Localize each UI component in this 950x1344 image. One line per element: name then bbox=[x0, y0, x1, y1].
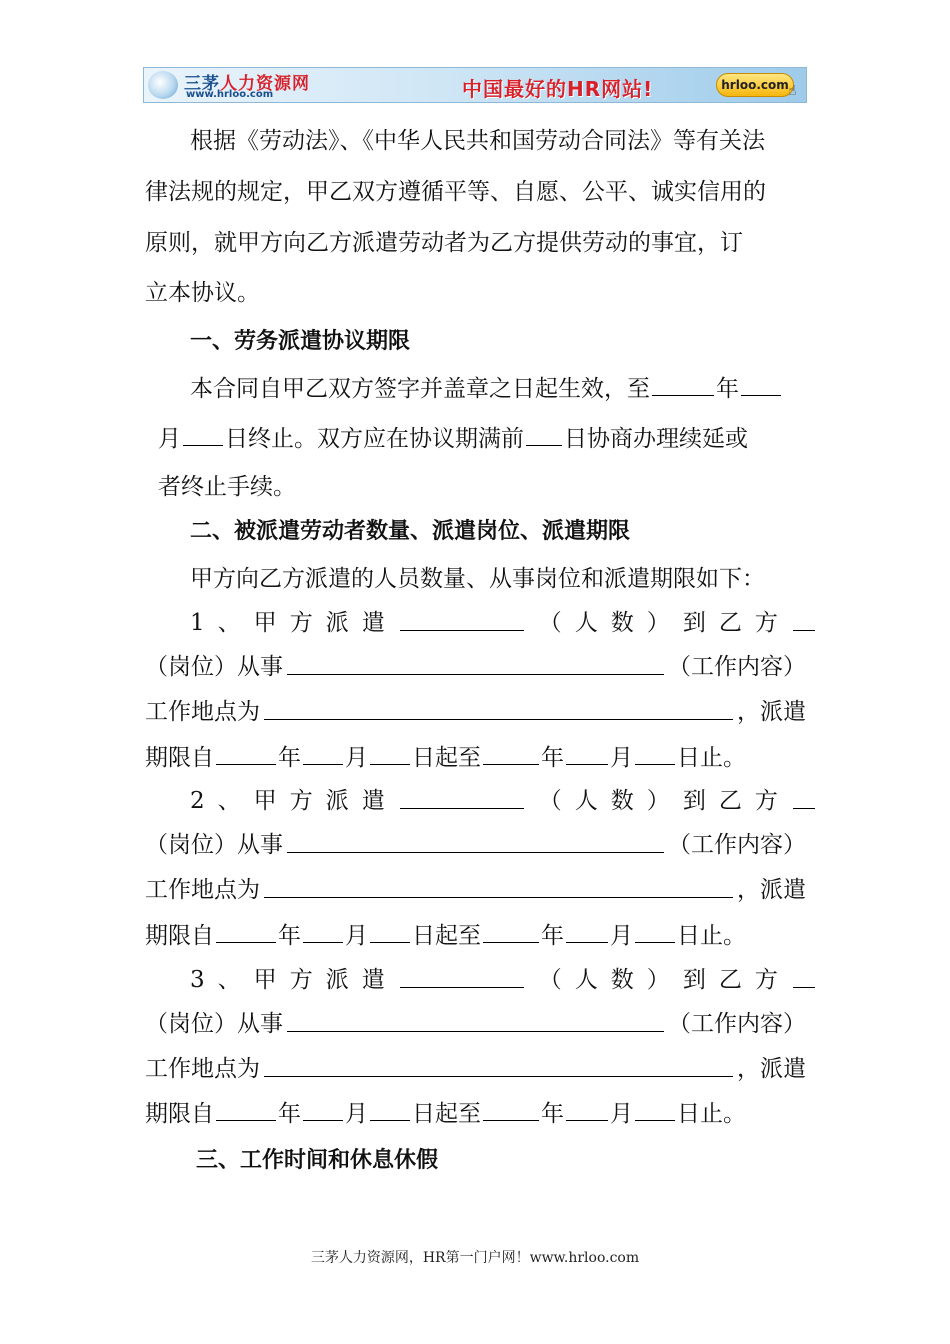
word: 遣 bbox=[361, 967, 385, 993]
s1-text-3: 日协商办理续延或 bbox=[564, 426, 748, 452]
content-label: （工作内容） bbox=[668, 832, 806, 858]
section-2-heading: 二、被派遣劳动者数量、派遣岗位、派遣期限 bbox=[190, 519, 631, 544]
s1-month-label: 月 bbox=[158, 426, 181, 452]
word: 到 bbox=[682, 967, 706, 993]
item-2-line-3 bbox=[145, 875, 806, 905]
end-month-blank[interactable] bbox=[566, 920, 608, 943]
s1-month-blank[interactable] bbox=[741, 373, 781, 396]
banner-slogan: 中国最好的HR网站! bbox=[462, 77, 654, 101]
month-label: 月 bbox=[345, 923, 368, 949]
word: 乙 bbox=[718, 610, 742, 636]
intro-line-2: 律法规的规定，甲乙双方遵循平等、自愿、公平、诚实信用的 bbox=[145, 179, 766, 205]
section-3-heading: 三、工作时间和休息休假 bbox=[196, 1148, 439, 1173]
item-1-line-4 bbox=[145, 742, 746, 773]
section-1-line-3: 者终止手续。 bbox=[158, 474, 296, 500]
headcount-blank[interactable] bbox=[400, 786, 524, 809]
location-label: 工作地点为 bbox=[145, 1056, 260, 1082]
item-number: 3 bbox=[190, 967, 205, 993]
year-label: 年 bbox=[541, 1101, 564, 1127]
word: 乙 bbox=[718, 788, 742, 814]
paren: ） bbox=[646, 610, 670, 636]
s1-year-label: 年 bbox=[716, 376, 739, 402]
end-day-blank[interactable] bbox=[635, 1098, 675, 1121]
period-label: 期限自 bbox=[145, 923, 214, 949]
post-blank[interactable] bbox=[793, 786, 815, 809]
item-2-line-4 bbox=[145, 920, 746, 951]
month-label: 月 bbox=[345, 1101, 368, 1127]
end-month-blank[interactable] bbox=[566, 1098, 608, 1121]
s1-day-blank[interactable] bbox=[183, 423, 223, 446]
content-label: （工作内容） bbox=[668, 654, 806, 680]
end-year-blank[interactable] bbox=[483, 1098, 539, 1121]
s1-days-blank[interactable] bbox=[526, 423, 562, 446]
word: 派 bbox=[325, 967, 349, 993]
location-label: 工作地点为 bbox=[145, 699, 260, 725]
word: 甲 bbox=[253, 610, 277, 636]
period-label: 期限自 bbox=[145, 1101, 214, 1127]
item-1-line-1 bbox=[190, 608, 817, 638]
month-label: 月 bbox=[610, 745, 633, 771]
month-label: 月 bbox=[345, 745, 368, 771]
item-sep: 、 bbox=[217, 788, 241, 814]
day-end-label: 日止。 bbox=[677, 923, 746, 949]
item-number: 2 bbox=[190, 788, 205, 814]
day-from-label: 日起至 bbox=[412, 1101, 481, 1127]
section-1-heading: 一、劳务派遣协议期限 bbox=[190, 329, 411, 354]
content-label: （工作内容） bbox=[668, 1011, 806, 1037]
word: 乙 bbox=[718, 967, 742, 993]
end-year-blank[interactable] bbox=[483, 920, 539, 943]
item-2-line-2 bbox=[145, 830, 806, 860]
day-from-label: 日起至 bbox=[412, 923, 481, 949]
start-month-blank[interactable] bbox=[303, 920, 343, 943]
intro-line-3: 原则，就甲方向乙方派遣劳动者为乙方提供劳动的事宜，订 bbox=[145, 230, 743, 256]
content-blank[interactable] bbox=[287, 830, 664, 853]
intro-line-1: 根据《劳动法》、《中华人民共和国劳动合同法》等有关法 bbox=[190, 128, 765, 154]
word: 方 bbox=[289, 788, 313, 814]
post-blank[interactable] bbox=[793, 608, 815, 631]
word: 方 bbox=[289, 967, 313, 993]
hand-cursor-icon: ☝ bbox=[788, 83, 797, 99]
word: 数 bbox=[610, 610, 634, 636]
item-3-line-1 bbox=[190, 965, 817, 995]
item-number: 1 bbox=[190, 610, 205, 636]
paren: ） bbox=[646, 788, 670, 814]
paren: ） bbox=[646, 967, 670, 993]
section-1-line-1 bbox=[190, 373, 783, 404]
word: 方 bbox=[754, 788, 778, 814]
month-label: 月 bbox=[610, 1101, 633, 1127]
day-from-label: 日起至 bbox=[412, 745, 481, 771]
location-blank[interactable] bbox=[264, 1054, 733, 1077]
headcount-blank[interactable] bbox=[400, 965, 524, 988]
brand-part2: 人力资源网 bbox=[220, 74, 310, 94]
post-label: （岗位）从事 bbox=[145, 654, 283, 680]
post-label: （岗位）从事 bbox=[145, 832, 283, 858]
year-label: 年 bbox=[541, 745, 564, 771]
dispatch-suffix: ，派遣 bbox=[737, 699, 806, 725]
word: 数 bbox=[610, 967, 634, 993]
paren: （ bbox=[538, 788, 562, 814]
word: 方 bbox=[754, 610, 778, 636]
word: 人 bbox=[574, 610, 598, 636]
item-sep: 、 bbox=[217, 967, 241, 993]
post-label: （岗位）从事 bbox=[145, 1011, 283, 1037]
content-blank[interactable] bbox=[287, 652, 664, 675]
word: 方 bbox=[754, 967, 778, 993]
word: 数 bbox=[610, 788, 634, 814]
item-3-line-2 bbox=[145, 1009, 806, 1039]
s1-text-2: 日终止。双方应在协议期满前 bbox=[225, 426, 524, 452]
item-sep: 、 bbox=[217, 610, 241, 636]
word: 甲 bbox=[253, 788, 277, 814]
end-day-blank[interactable] bbox=[635, 920, 675, 943]
start-month-blank[interactable] bbox=[303, 742, 343, 765]
item-1-line-2 bbox=[145, 652, 806, 682]
word: 派 bbox=[325, 610, 349, 636]
section-2-intro: 甲方向乙方派遣的人员数量、从事岗位和派遣期限如下： bbox=[190, 566, 765, 592]
paren: （ bbox=[538, 967, 562, 993]
location-label: 工作地点为 bbox=[145, 877, 260, 903]
word: 人 bbox=[574, 967, 598, 993]
year-label: 年 bbox=[278, 1101, 301, 1127]
start-day-blank[interactable] bbox=[370, 742, 410, 765]
site-button[interactable]: hrloo.com bbox=[716, 73, 794, 97]
start-month-blank[interactable] bbox=[303, 1098, 343, 1121]
header-banner bbox=[143, 67, 807, 103]
dispatch-suffix: ，派遣 bbox=[737, 877, 806, 903]
word: 方 bbox=[289, 610, 313, 636]
start-year-blank[interactable] bbox=[216, 742, 276, 765]
page-footer: 三茅人力资源网，HR第一门户网！www.hrloo.com bbox=[310, 1250, 640, 1266]
item-1-line-3 bbox=[145, 697, 806, 727]
end-day-blank[interactable] bbox=[635, 742, 675, 765]
intro-line-4: 立本协议。 bbox=[145, 280, 260, 306]
location-blank[interactable] bbox=[264, 697, 733, 720]
s1-year-blank[interactable] bbox=[652, 373, 714, 396]
item-3-line-3 bbox=[145, 1054, 806, 1084]
section-1-line-2 bbox=[158, 423, 748, 454]
year-label: 年 bbox=[541, 923, 564, 949]
logo-icon bbox=[148, 71, 178, 99]
day-end-label: 日止。 bbox=[677, 745, 746, 771]
year-label: 年 bbox=[278, 745, 301, 771]
word: 到 bbox=[682, 610, 706, 636]
paren: （ bbox=[538, 610, 562, 636]
location-blank[interactable] bbox=[264, 875, 733, 898]
word: 派 bbox=[325, 788, 349, 814]
s1-text: 本合同自甲乙双方签字并盖章之日起生效，至 bbox=[190, 376, 650, 402]
word: 甲 bbox=[253, 967, 277, 993]
start-day-blank[interactable] bbox=[370, 920, 410, 943]
word: 人 bbox=[574, 788, 598, 814]
end-year-blank[interactable] bbox=[483, 742, 539, 765]
month-label: 月 bbox=[610, 923, 633, 949]
dispatch-suffix: ，派遣 bbox=[737, 1056, 806, 1082]
item-2-line-1 bbox=[190, 786, 817, 816]
start-day-blank[interactable] bbox=[370, 1098, 410, 1121]
word: 遣 bbox=[361, 788, 385, 814]
banner-url[interactable]: www.hrloo.com bbox=[186, 89, 274, 100]
word: 遣 bbox=[361, 610, 385, 636]
content-blank[interactable] bbox=[287, 1009, 664, 1032]
post-blank[interactable] bbox=[793, 965, 815, 988]
item-3-line-4 bbox=[145, 1098, 746, 1129]
end-month-blank[interactable] bbox=[566, 742, 608, 765]
start-year-blank[interactable] bbox=[216, 1098, 276, 1121]
day-end-label: 日止。 bbox=[677, 1101, 746, 1127]
headcount-blank[interactable] bbox=[400, 608, 524, 631]
brand-part1: 三茅 bbox=[184, 74, 220, 94]
period-label: 期限自 bbox=[145, 745, 214, 771]
year-label: 年 bbox=[278, 923, 301, 949]
word: 到 bbox=[682, 788, 706, 814]
start-year-blank[interactable] bbox=[216, 920, 276, 943]
